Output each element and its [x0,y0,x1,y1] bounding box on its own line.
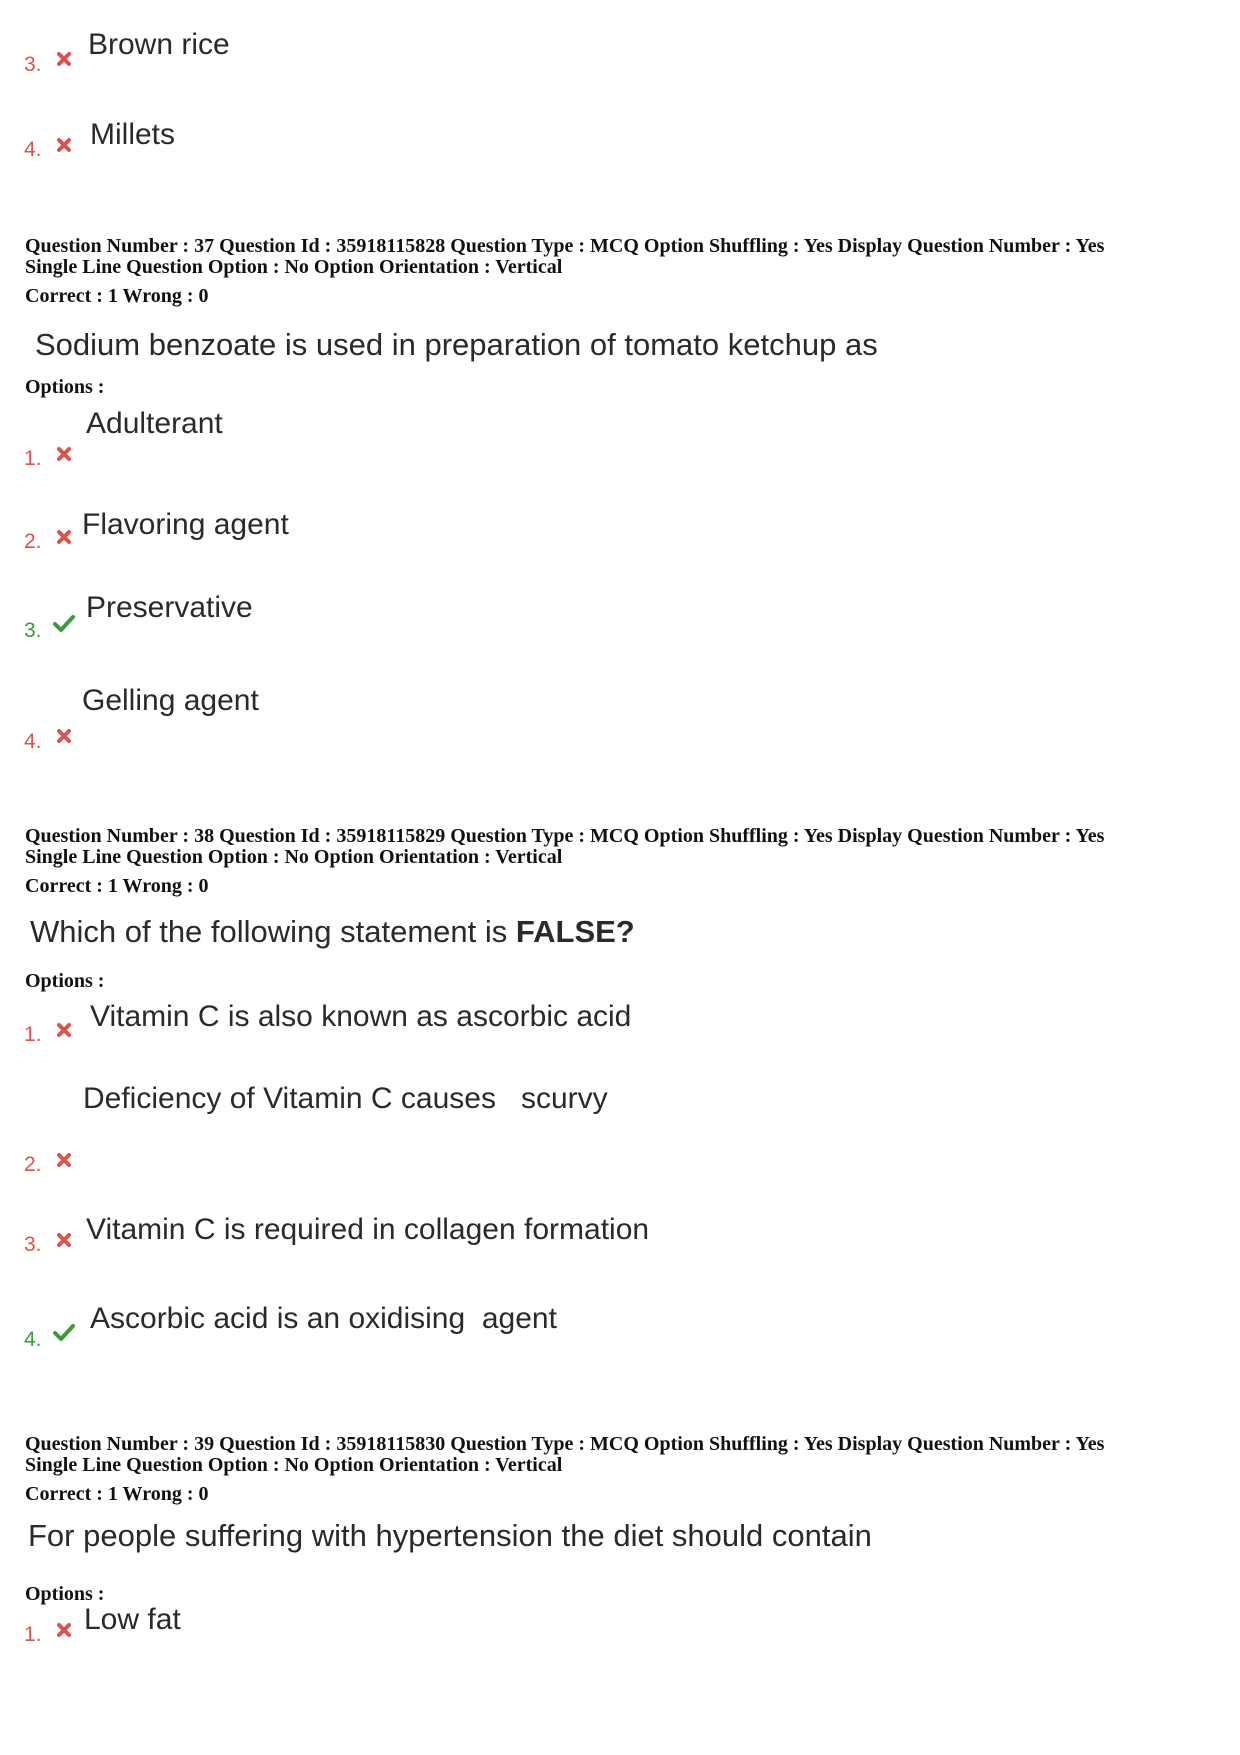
option-number: 2. [24,1153,42,1176]
cross-icon [55,50,73,68]
question-text-prefix: Which of the following statement is [30,914,516,949]
option-text: Millets [90,118,176,151]
cross-icon [55,528,73,546]
question-meta: Question Number : 39 Question Id : 35918115830 Question Type : MCQ Option Shuffling : Yes Display Question Number : Yes [25,1433,1105,1455]
check-icon [52,1321,76,1343]
options-label: Options : [25,376,105,398]
option-number: 1. [24,447,42,470]
option-text: Vitamin C is also known as ascorbic acid [90,1000,632,1033]
check-icon [52,612,76,634]
option-text: Gelling agent [82,684,259,717]
option-text: Low fat [84,1603,181,1636]
option-text: Adulterant [86,407,223,440]
cross-icon [55,1151,73,1169]
marks-info: Correct : 1 Wrong : 0 [25,875,209,897]
cross-icon [55,136,73,154]
option-number: 1. [24,1623,42,1646]
option-number: 3. [24,53,42,76]
question-meta: Single Line Question Option : No Option Orientation : Vertical [25,846,563,868]
question-meta: Question Number : 37 Question Id : 35918115828 Question Type : MCQ Option Shuffling : Yes Display Question Number : Yes [25,235,1105,257]
option-number: 4. [24,138,42,161]
cross-icon [55,1621,73,1639]
option-number: 4. [24,1328,42,1351]
question-meta: Single Line Question Option : No Option Orientation : Vertical [25,1454,563,1476]
question-text: Sodium benzoate is used in preparation of tomato ketchup as [35,327,878,362]
option-text: Flavoring agent [82,508,289,541]
option-number: 1. [24,1023,42,1046]
cross-icon [55,1231,73,1249]
option-text: Brown rice [88,28,230,61]
marks-info: Correct : 1 Wrong : 0 [25,1483,209,1505]
question-meta: Question Number : 38 Question Id : 35918115829 Question Type : MCQ Option Shuffling : Yes Display Question Number : Yes [25,825,1105,847]
question-meta: Single Line Question Option : No Option Orientation : Vertical [25,256,563,278]
option-number: 2. [24,530,42,553]
option-number: 3. [24,1233,42,1256]
question-text-emphasis: FALSE? [515,914,635,949]
cross-icon [55,1021,73,1039]
cross-icon [55,727,73,745]
option-text: Vitamin C is required in collagen formation [86,1213,650,1246]
question-text: For people suffering with hypertension the diet should contain [28,1518,872,1553]
options-label: Options : [25,1583,105,1605]
options-label: Options : [25,970,105,992]
option-text: Ascorbic acid is an oxidising agent [90,1302,557,1335]
question-text [30,914,635,950]
cross-icon [55,445,73,463]
option-text: Preservative [86,591,253,624]
option-number: 3. [24,619,42,642]
option-number: 4. [24,730,42,753]
marks-info: Correct : 1 Wrong : 0 [25,285,209,307]
option-text: Deficiency of Vitamin C causes scurvy [83,1082,608,1115]
